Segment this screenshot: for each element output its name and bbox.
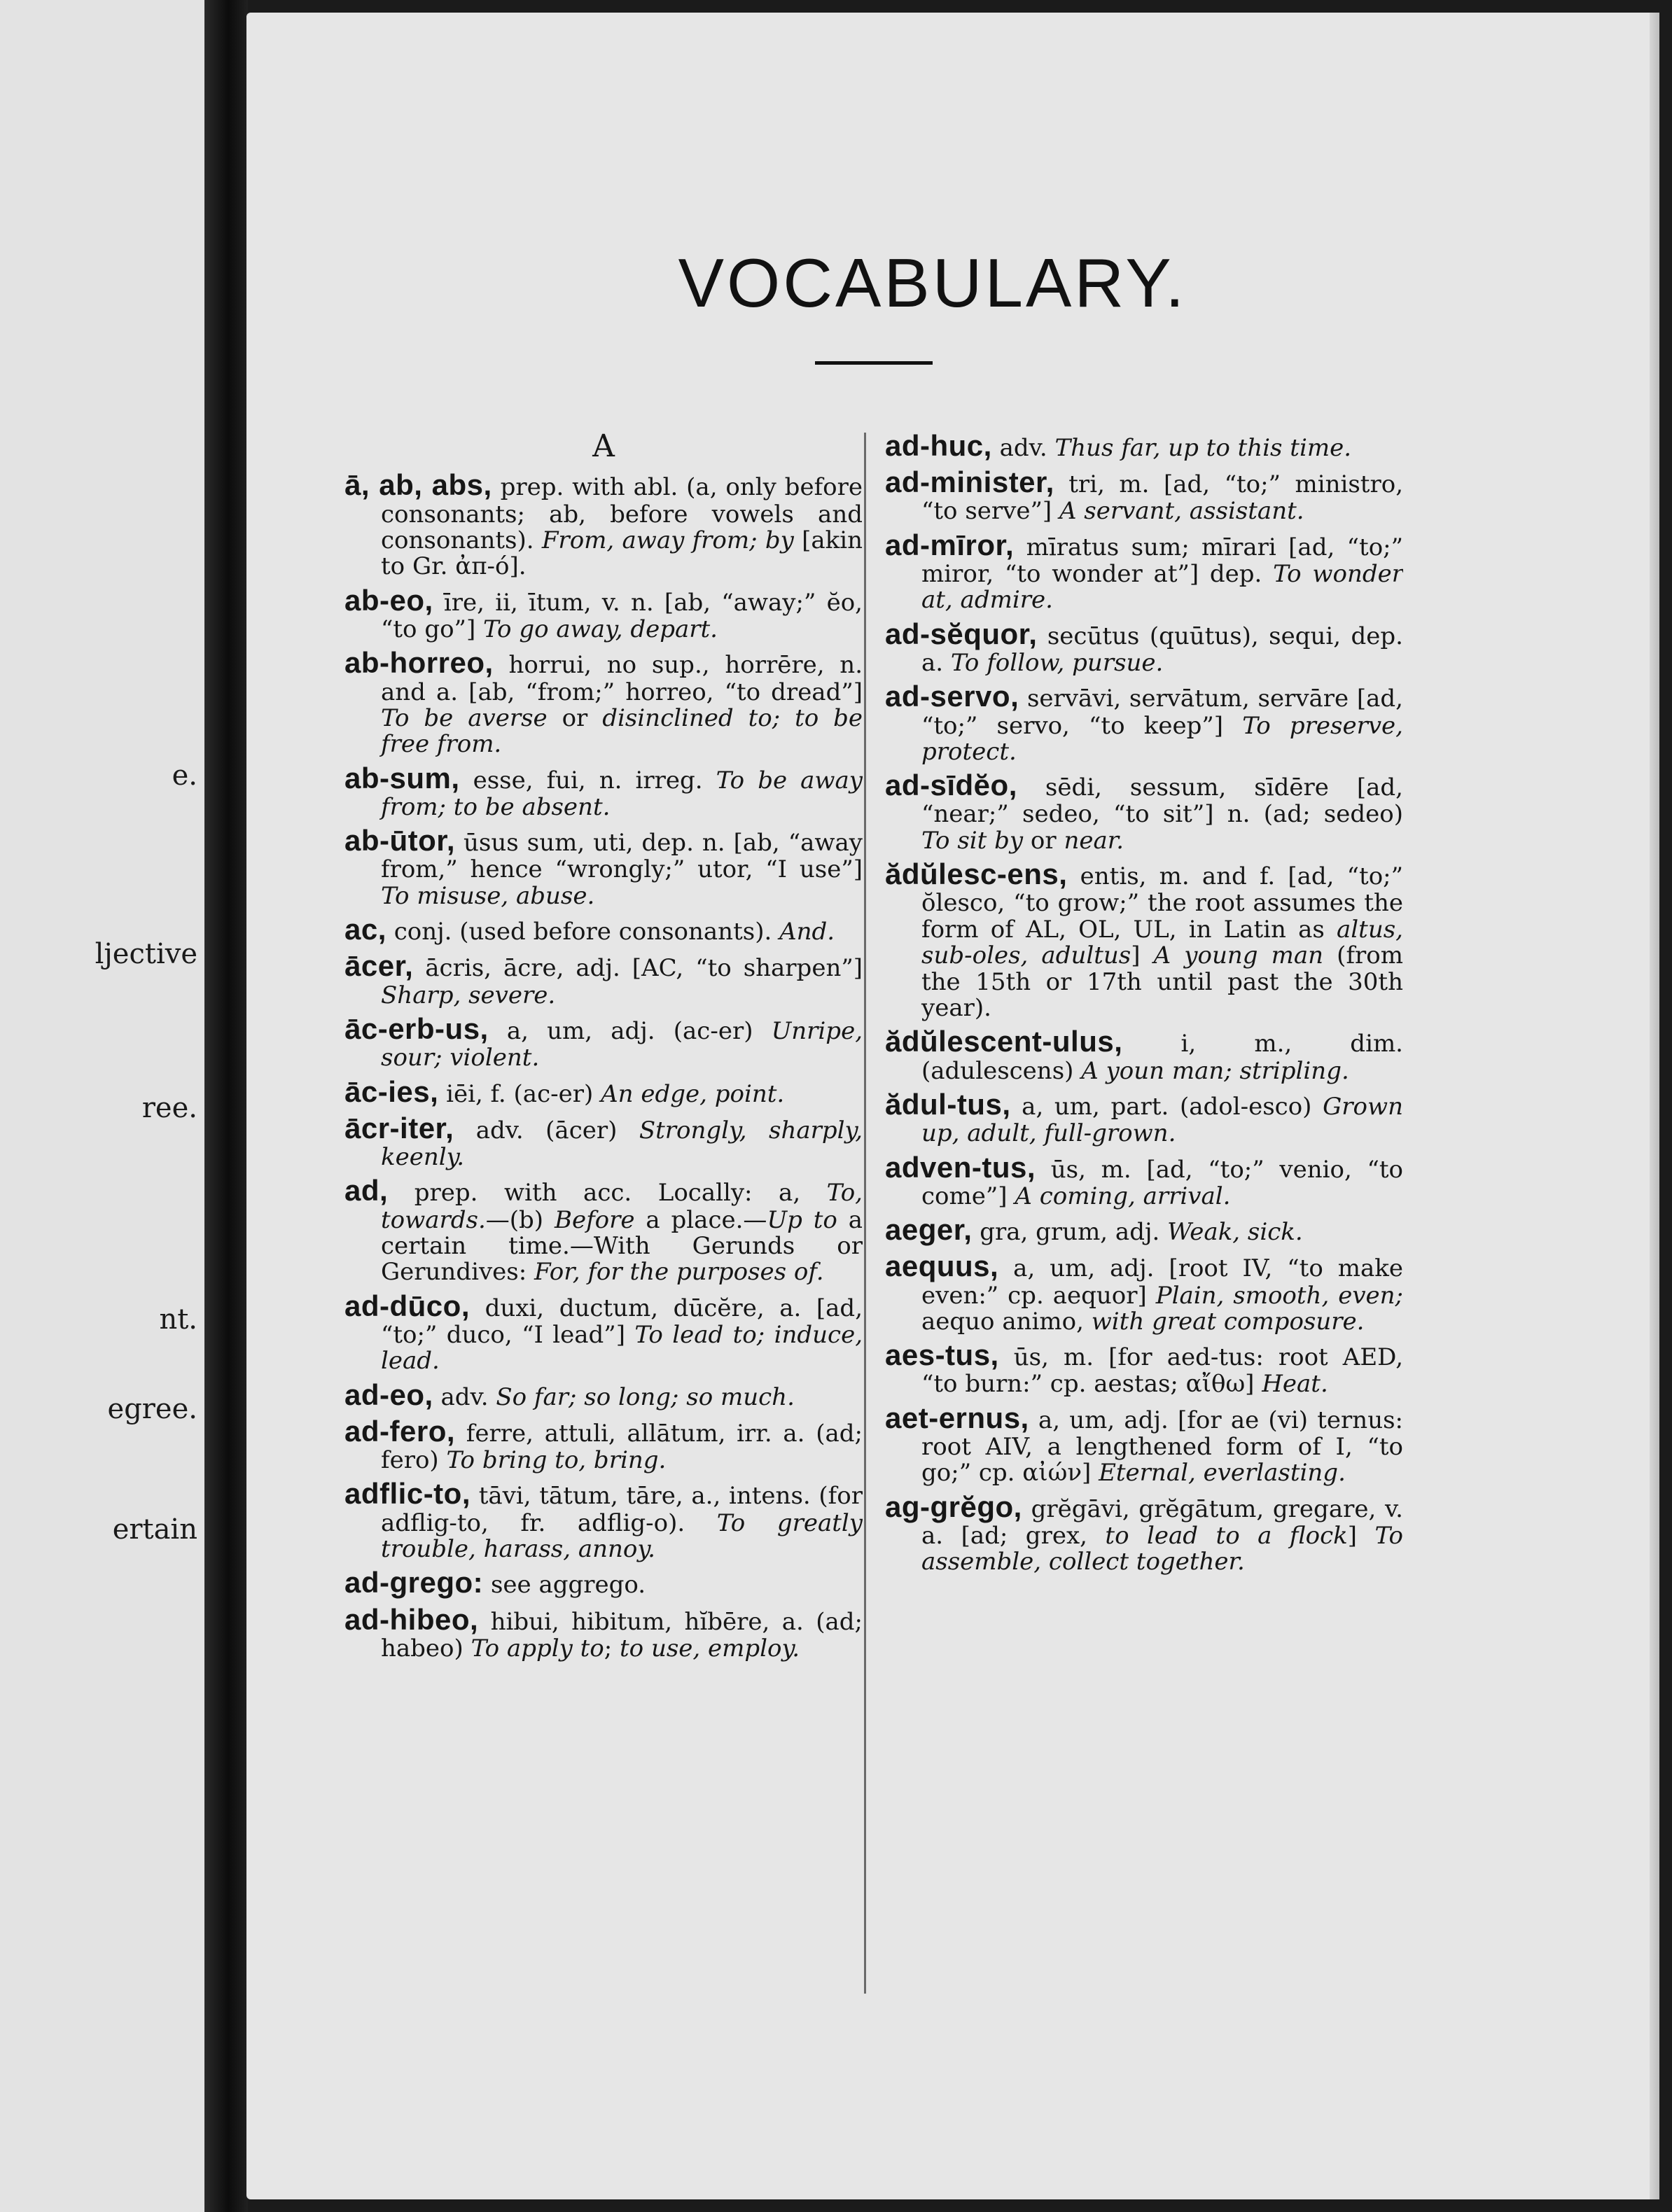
entry-text: a place.— (634, 1205, 767, 1234)
entry-text: —(b) (485, 1205, 555, 1234)
entry-text: ] (1347, 1522, 1375, 1550)
headword: aet-ernus, (885, 1401, 1029, 1434)
definition: To wonder at, admire. (921, 559, 1403, 615)
headword: ab-ūtor, (344, 824, 455, 858)
right-entries (885, 430, 1403, 1576)
entry-text: īre, ii, ītum, v. n. [ab, “away;” ĕo, “to go”] (381, 588, 863, 643)
entry-text: ; (604, 1634, 620, 1662)
entry-text: a, um, adj. [root IV, “to make even:” cp. aequor] (921, 1254, 1403, 1310)
vocab-entry (344, 1415, 863, 1474)
definition: Eternal, everlasting. (1099, 1459, 1346, 1488)
vocab-entry (885, 680, 1403, 765)
vocab-entry (344, 469, 863, 580)
vocab-entry (885, 1214, 1403, 1246)
left-fragment: nt. (159, 1303, 197, 1336)
definition: To be averse (381, 704, 548, 732)
entry-text: mīratus sum; mīrari [ad, “to;” miror, “to wonder at”] dep. (921, 533, 1403, 588)
vocab-entry (344, 950, 863, 1009)
entry-text: adv. (ācer) (454, 1116, 639, 1144)
vocab-entry (885, 1088, 1403, 1147)
vocab-entry (885, 858, 1403, 1021)
definition: Weak, sick. (1167, 1218, 1303, 1247)
entry-text: i, m., dim. (adulescens) (921, 1030, 1403, 1085)
entry-text: gra, grum, adj. (972, 1218, 1168, 1247)
vocab-entry (885, 1026, 1403, 1084)
left-fragment: e. (172, 760, 197, 792)
headword: ad-servo, (885, 680, 1019, 713)
vocab-entry (344, 1567, 863, 1599)
definition: Thus far, up to this time. (1054, 434, 1352, 462)
definition: altus, sub-oles, adultus (921, 915, 1403, 970)
vocab-entry (344, 1379, 863, 1411)
definition: To be away from; to be absent. (381, 766, 863, 821)
definition: disinclined to; to be free from. (381, 704, 863, 759)
definition: to use, employ. (620, 1634, 800, 1662)
vocab-entry (885, 1491, 1403, 1576)
entry-text: hibui, hibitum, hĭbēre, a. (ad; habeo) (381, 1607, 863, 1662)
vocab-entry (344, 647, 863, 757)
entry-text: a, um, part. (adol-esco) (1010, 1092, 1323, 1121)
headword: ad-sīdĕo, (885, 769, 1017, 802)
vocab-entry (344, 1604, 863, 1662)
entry-text: a, um, adj. [for ae (vi) ternus: root AIV, a lengthened form of I, “to go;” cp. αἰών] (921, 1406, 1403, 1488)
entry-text: secūtus (quūtus), sequi, dep. a. (921, 622, 1403, 677)
entry-text: tri, m. [ad, “to;” ministro, “to serve”] (921, 470, 1403, 526)
entry-text: horrui, no sup., horrēre, n. and a. [ab, “from;” horreo, “to dread”] (381, 651, 863, 706)
entry-text: see aggrego. (483, 1571, 646, 1600)
vocab-entry (344, 1013, 863, 1072)
entry-text: ferre, attuli, allātum, irr. a. (ad; fero) (381, 1419, 863, 1475)
headword: ab-horreo, (344, 646, 494, 680)
definition: to lead to a flock (1105, 1522, 1348, 1550)
entry-text: prep. with acc. Locally: a, (388, 1179, 827, 1208)
entry-text: (from the 15th or 17th until past the 30th year). (921, 941, 1403, 1022)
vocab-entry (885, 466, 1403, 525)
entry-text: aequo animo, (921, 1307, 1092, 1336)
vocab-entry (344, 913, 863, 946)
definition: To preserve, protect. (921, 711, 1403, 766)
definition: To bring to, bring. (446, 1446, 667, 1475)
headword: ad-huc, (885, 430, 992, 462)
definition: near. (1064, 826, 1124, 855)
headword: aeger, (885, 1213, 973, 1247)
book-spine (204, 0, 248, 2212)
title-rule (815, 361, 933, 365)
headword: ad-fero, (344, 1414, 456, 1448)
entry-text: duxi, ductum, dūcĕre, a. [ad, “to;” duco, “I lead”] (381, 1294, 863, 1349)
left-fragment: ertain (112, 1513, 197, 1546)
headword: ag-grĕgo, (885, 1490, 1022, 1523)
definition: Heat. (1262, 1370, 1328, 1399)
vocab-entry (344, 1112, 863, 1171)
definition: And. (779, 918, 835, 946)
headword: ac, (344, 913, 386, 946)
page-title: VOCABULARY. (678, 244, 1187, 321)
headword: adven-tus, (885, 1150, 1036, 1184)
entry-text: adv. (433, 1382, 496, 1411)
headword: ad-minister, (885, 465, 1054, 499)
definition: Plain, smooth, even; (1155, 1281, 1403, 1310)
headword: ad-mīror, (885, 528, 1015, 561)
entry-text: ācris, ācre, adj. [AC, “to sharpen”] (413, 954, 863, 983)
entry-text: prep. with abl. (a, only before consonants; ab, before vowels and consonants). (381, 473, 863, 554)
headword: ad-sĕquor, (885, 617, 1038, 650)
entry-text: or (547, 704, 603, 732)
definition: To go away, depart. (483, 615, 718, 643)
entry-text: [akin to Gr. ἀπ-ό]. (381, 526, 863, 581)
headword: ădŭlesc-ens, (885, 858, 1068, 891)
definition: An edge, point. (601, 1079, 785, 1108)
headword: adflic-to, (344, 1477, 471, 1511)
definition: A youn man; stripling. (1081, 1056, 1349, 1085)
headword: ācer, (344, 949, 414, 983)
vocab-entry (885, 1402, 1403, 1487)
left-page (0, 0, 204, 2212)
vocab-entry (344, 1478, 863, 1562)
entry-text: ] (1131, 941, 1154, 970)
right-column (885, 430, 1403, 1998)
headword: āc-ies, (344, 1074, 439, 1108)
right-page (246, 13, 1659, 2199)
entry-text: ūs, m. [for aed-tus: root AED, “to burn:” cp. aestas; αἴθω] (921, 1343, 1403, 1399)
page-edge (1650, 13, 1659, 2199)
vocab-entry (885, 1250, 1403, 1335)
definition: So far; so long; so much. (496, 1382, 795, 1411)
definition: To greatly trouble, harass, annoy. (381, 1508, 863, 1564)
entry-text: tāvi, tātum, tāre, a., intens. (for adflig-to, fr. adflig-o). (381, 1482, 863, 1537)
definition: A young man (1153, 941, 1324, 970)
definition: Grown up, adult, full-grown. (921, 1092, 1403, 1148)
headword: ădŭlescent-ulus, (885, 1025, 1123, 1058)
vocab-entry (885, 618, 1403, 677)
definition: Before (554, 1205, 635, 1234)
headword: aequus, (885, 1250, 999, 1283)
headword: ad-grego: (344, 1566, 484, 1600)
entry-text: entis, m. and f. [ad, “to;” ŏlesco, “to grow;” the root assumes the form of AL, OL, UL, in Latin as (921, 862, 1403, 944)
definition: To lead to; induce, lead. (381, 1320, 863, 1376)
vocab-entry (344, 1290, 863, 1375)
column-divider (864, 433, 866, 1994)
definition: To apply to (471, 1634, 604, 1662)
headword: ădul-tus, (885, 1087, 1011, 1121)
definition: To assemble, collect together. (921, 1522, 1403, 1576)
definition: To misuse, abuse. (381, 881, 595, 910)
vocab-entry (885, 1339, 1403, 1398)
entry-text: adv. (991, 434, 1055, 462)
left-fragment: ljective (95, 938, 197, 970)
left-fragment: ree. (141, 1092, 197, 1124)
headword: ad, (344, 1174, 389, 1208)
vocab-entry (344, 825, 863, 909)
headword: ab-sum, (344, 761, 460, 794)
vocab-entry (885, 1152, 1403, 1210)
definition: To, towards. (381, 1179, 863, 1234)
definition: Up to (767, 1205, 837, 1234)
definition: A coming, arrival. (1015, 1182, 1231, 1210)
entry-text: ūsus sum, uti, dep. n. [ab, “away from,” hence “wrongly;” utor, “I use”] (381, 829, 863, 884)
entry-text: conj. (used before consonants). (386, 918, 780, 946)
entry-text: esse, fui, n. irreg. (459, 766, 716, 794)
vocab-entry (344, 762, 863, 821)
definition: Strongly, sharply, keenly. (381, 1116, 863, 1171)
entry-text: sēdi, sessum, sīdēre [ad, “near;” sedeo, “to sit”] n. (ad; sedeo) (921, 774, 1403, 829)
headword: ad-dūco, (344, 1289, 470, 1322)
definition: A servant, assistant. (1059, 497, 1304, 526)
vocab-entry (344, 584, 863, 643)
left-fragment: egree. (107, 1393, 197, 1425)
definition: Unripe, sour; violent. (381, 1017, 863, 1072)
entry-text: ūs, m. [ad, “to;” venio, “to come”] (921, 1155, 1403, 1210)
entry-text: iēi, f. (ac-er) (438, 1079, 601, 1108)
definition: From, away from; by (541, 526, 794, 554)
entry-text: a, um, adj. (ac-er) (488, 1017, 772, 1045)
definition: To sit by (921, 826, 1024, 855)
headword: aes-tus, (885, 1338, 999, 1372)
definition: To follow, pursue. (950, 648, 1164, 677)
headword: ad-eo, (344, 1378, 433, 1411)
entry-text: or (1023, 826, 1064, 855)
definition: For, for the purposes of. (534, 1258, 824, 1287)
entry-text: a certain time.—With Gerunds or Gerundives: (381, 1205, 863, 1287)
headword: ab-eo, (344, 583, 433, 617)
headword: āc-erb-us, (344, 1012, 489, 1045)
vocab-entry (344, 1076, 863, 1108)
headword: ācr-iter, (344, 1111, 454, 1144)
entry-text: servāvi, servātum, servāre [ad, “to;” servo, “to keep”] (921, 685, 1403, 740)
left-entries (344, 469, 863, 1662)
vocab-entry (885, 529, 1403, 614)
entry-text: grĕgāvi, grĕgātum, gregare, v. a. [ad; grex, (921, 1494, 1403, 1550)
vocab-entry (885, 430, 1403, 462)
headword: ad-hibeo, (344, 1602, 479, 1636)
headword: ā, ab, abs, (344, 468, 492, 502)
definition: with great composure. (1091, 1307, 1365, 1336)
vocab-entry (885, 769, 1403, 854)
vocab-entry (344, 1175, 863, 1285)
left-column (344, 430, 863, 1998)
definition: Sharp, severe. (381, 981, 556, 1009)
section-letter: A (592, 430, 615, 464)
